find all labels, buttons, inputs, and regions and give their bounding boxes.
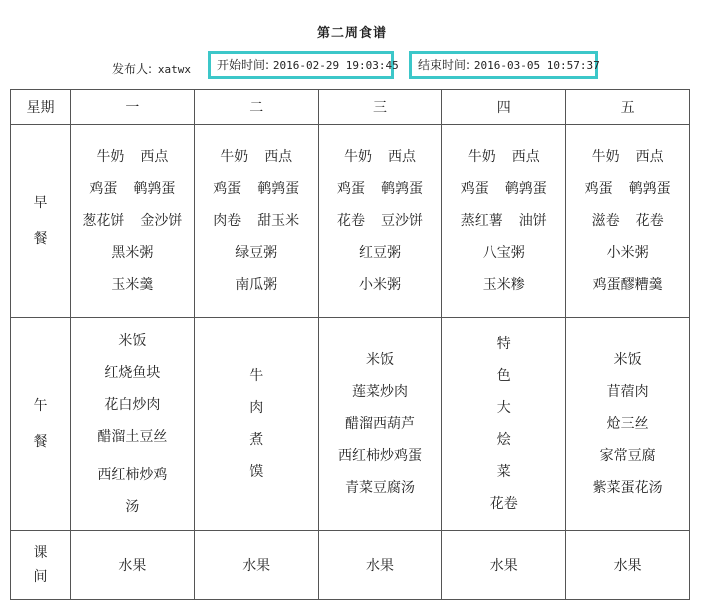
menu-item: 西红柿炒鸡蛋 <box>337 448 422 464</box>
end-time-label: 结束时间: <box>418 58 471 72</box>
menu-item: 鸡蛋 <box>89 181 118 197</box>
snack-fri: 水果 <box>566 531 690 600</box>
menu-item: 玉米羹 <box>111 277 154 293</box>
breakfast-label-1: 早 <box>33 195 48 211</box>
menu-item: 米饭 <box>118 333 147 349</box>
breakfast-row <box>11 125 690 318</box>
start-time-value: 2016-02-29 19:03:45 <box>272 59 399 72</box>
start-time-label: 开始时间: <box>217 58 270 72</box>
menu-item: 牛奶 <box>591 149 620 165</box>
snack-thu: 水果 <box>442 531 566 600</box>
menu-item: 肉 <box>249 400 264 416</box>
menu-table <box>10 89 690 600</box>
breakfast-thu <box>442 125 566 318</box>
menu-pair <box>566 141 689 173</box>
menu-item: 滋卷 <box>591 213 620 229</box>
menu-item: 西点 <box>140 149 169 165</box>
menu-item: 青菜豆腐汤 <box>344 480 415 496</box>
breakfast-fri <box>566 125 690 318</box>
menu-item: 鹌鹑蛋 <box>257 181 300 197</box>
menu-item: 莲菜炒肉 <box>351 384 408 400</box>
menu-pair <box>566 173 689 205</box>
snack-label <box>11 531 71 600</box>
snack-mon: 水果 <box>71 531 195 600</box>
menu-item: 家常豆腐 <box>599 448 656 464</box>
menu-item: 菜 <box>496 464 511 480</box>
menu-item: 鹌鹑蛋 <box>504 181 547 197</box>
menu-item: 豆沙饼 <box>380 213 423 229</box>
menu-pair <box>71 141 194 173</box>
lunch-thu <box>442 318 566 531</box>
snack-row <box>11 531 690 600</box>
menu-item: 醋溜西葫芦 <box>344 416 415 432</box>
header-thu: 四 <box>442 90 566 125</box>
header-mon: 一 <box>71 90 195 125</box>
menu-item: 肉卷 <box>213 213 242 229</box>
breakfast-wed <box>318 125 442 318</box>
start-time-box <box>208 51 399 79</box>
publisher-label: 发布人: <box>112 62 153 76</box>
publisher-info <box>112 60 191 77</box>
lunch-wed <box>318 318 442 531</box>
menu-item: 醋溜土豆丝 <box>97 429 168 445</box>
end-time-box <box>409 51 598 79</box>
menu-pair <box>319 141 442 173</box>
menu-item: 烩 <box>496 432 511 448</box>
menu-item: 葱花饼 <box>82 213 125 229</box>
lunch-mon <box>71 318 195 531</box>
snack-label-2: 间 <box>33 569 48 585</box>
menu-item: 牛奶 <box>343 149 372 165</box>
menu-item: 鹌鹑蛋 <box>380 181 423 197</box>
end-time-value: 2016-03-05 10:57:37 <box>473 59 600 72</box>
page-title: 第二周食谱 <box>316 26 387 41</box>
header-row <box>11 90 690 125</box>
menu-item: 牛奶 <box>96 149 125 165</box>
menu-item: 鸡蛋 <box>460 181 489 197</box>
menu-item: 玉米糁 <box>482 277 525 293</box>
menu-item: 馍 <box>249 464 264 480</box>
menu-pair <box>442 141 565 173</box>
menu-item: 色 <box>496 368 511 384</box>
menu-item: 甜玉米 <box>257 213 300 229</box>
header-tue: 二 <box>194 90 318 125</box>
breakfast-label <box>11 125 71 318</box>
header-wed: 三 <box>318 90 442 125</box>
menu-item: 南瓜粥 <box>235 277 278 293</box>
menu-item: 金沙饼 <box>140 213 183 229</box>
menu-item: 鸡蛋 <box>584 181 613 197</box>
menu-item: 花卷 <box>635 213 664 229</box>
snack-label-1: 课 <box>33 545 48 561</box>
lunch-label-2: 餐 <box>33 434 48 450</box>
menu-pair <box>195 205 318 237</box>
menu-item: 煮 <box>249 432 264 448</box>
menu-pair <box>195 141 318 173</box>
menu-item: 紫菜蛋花汤 <box>592 480 663 496</box>
menu-pair <box>71 173 194 205</box>
menu-pair <box>71 205 194 237</box>
menu-pair <box>566 205 689 237</box>
menu-item: 油饼 <box>518 213 547 229</box>
snack-tue: 水果 <box>194 531 318 600</box>
menu-item: 米饭 <box>613 352 642 368</box>
menu-item: 鸡蛋 <box>336 181 365 197</box>
header-weekday: 星期 <box>11 90 71 125</box>
menu-pair <box>195 173 318 205</box>
menu-item: 花白炒肉 <box>104 397 161 413</box>
breakfast-label-2: 餐 <box>33 231 48 247</box>
menu-pair <box>442 205 565 237</box>
menu-item: 牛奶 <box>220 149 249 165</box>
menu-item: 炝三丝 <box>606 416 649 432</box>
menu-item: 牛奶 <box>467 149 496 165</box>
menu-pair <box>442 173 565 205</box>
snack-wed: 水果 <box>318 531 442 600</box>
menu-item: 西点 <box>635 149 664 165</box>
menu-item: 米饭 <box>365 352 394 368</box>
publisher-name: xatwx <box>157 63 191 76</box>
lunch-label-1: 午 <box>33 398 48 414</box>
header-fri: 五 <box>566 90 690 125</box>
menu-item: 蒸红薯 <box>460 213 503 229</box>
menu-item: 红豆粥 <box>358 245 401 261</box>
lunch-fri <box>566 318 690 531</box>
breakfast-tue <box>194 125 318 318</box>
menu-item: 鹌鹑蛋 <box>133 181 176 197</box>
menu-item: 苜蓿肉 <box>606 384 649 400</box>
meta-bar <box>0 51 704 83</box>
menu-item: 特 <box>496 336 511 352</box>
menu-item: 黑米粥 <box>111 245 154 261</box>
menu-item: 鹌鹑蛋 <box>628 181 671 197</box>
menu-item: 红烧鱼块 <box>104 365 161 381</box>
menu-item: 绿豆粥 <box>235 245 278 261</box>
menu-item: 大 <box>496 400 511 416</box>
breakfast-mon <box>71 125 195 318</box>
menu-item: 鸡蛋醪糟羹 <box>592 277 663 293</box>
menu-item: 八宝粥 <box>482 245 525 261</box>
menu-pair <box>319 205 442 237</box>
lunch-row <box>11 318 690 531</box>
menu-item: 西红柿炒鸡汤 <box>97 467 168 515</box>
menu-pair <box>319 173 442 205</box>
menu-item: 西点 <box>264 149 293 165</box>
menu-item: 鸡蛋 <box>213 181 242 197</box>
menu-item: 花卷 <box>336 213 365 229</box>
menu-item: 花卷 <box>489 496 518 512</box>
lunch-label <box>11 318 71 531</box>
menu-item: 西点 <box>387 149 416 165</box>
menu-item: 西点 <box>511 149 540 165</box>
menu-item: 小米粥 <box>606 245 649 261</box>
menu-item: 牛 <box>249 368 264 384</box>
menu-item: 小米粥 <box>358 277 401 293</box>
lunch-tue <box>194 318 318 531</box>
